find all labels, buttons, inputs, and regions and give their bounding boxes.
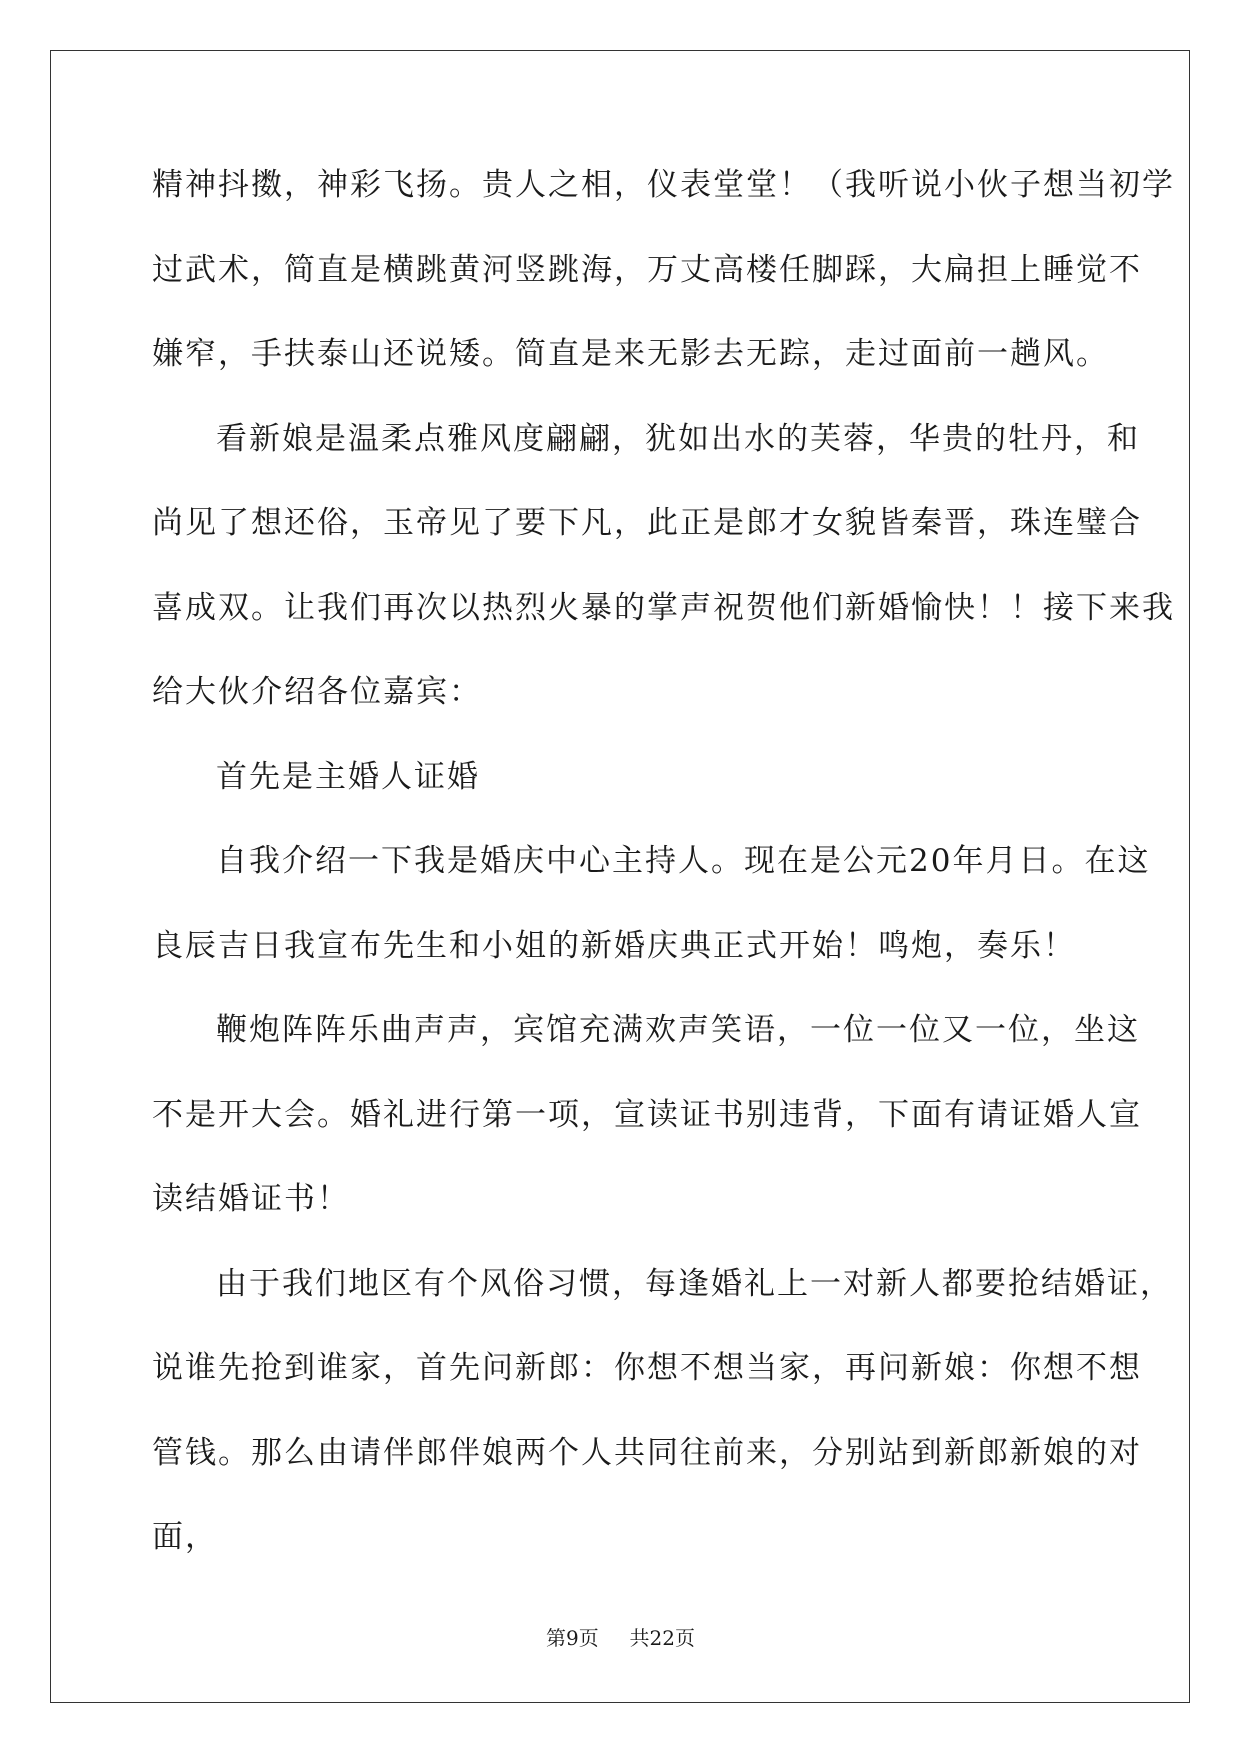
text-line: 面， <box>152 1519 218 1555</box>
text-line: 首先是主婚人证婚 <box>216 758 480 795</box>
page-footer <box>0 1622 1241 1651</box>
text-line: 嫌窄，手扶泰山还说矮。简直是来无影去无踪，走过面前一趟风。 <box>152 336 1109 372</box>
page-number: 第9页 <box>546 1626 599 1650</box>
page-total: 共22页 <box>629 1626 695 1650</box>
text-line: 管钱。那么由请伴郎伴娘两个人共同往前来，分别站到新郎新娘的对 <box>152 1434 1142 1471</box>
text-line: 由于我们地区有个风俗习惯，每逢婚礼上一对新人都要抢结婚证， <box>216 1265 1173 1302</box>
text-line: 过武术，简直是横跳黄河竖跳海，万丈高楼任脚踩，大扁担上睡觉不 <box>152 251 1142 288</box>
text-line: 精神抖擞，神彩飞扬。贵人之相，仪表堂堂！（我听说小伙子想当初学 <box>152 167 1175 203</box>
text-line: 良辰吉日我宣布先生和小姐的新婚庆典正式开始！鸣炮，奏乐！ <box>152 927 1076 964</box>
text-line: 给大伙介绍各位嘉宾： <box>152 674 482 710</box>
text-line: 说谁先抢到谁家，首先问新郎：你想不想当家，再问新娘：你想不想 <box>152 1350 1142 1386</box>
text-line: 鞭炮阵阵乐曲声声，宾馆充满欢声笑语，一位一位又一位，坐这 <box>216 1012 1140 1048</box>
text-line: 不是开大会。婚礼进行第一项，宣读证书别违背，下面有请证婚人宣 <box>152 1096 1142 1133</box>
text-line: 自我介绍一下我是婚庆中心主持人。现在是公元20年月日。在这 <box>216 843 1151 879</box>
text-line: 喜成双。让我们再次以热烈火暴的掌声祝贺他们新婚愉快！！接下来我 <box>152 589 1175 626</box>
text-line: 尚见了想还俗，玉帝见了要下凡，此正是郎才女貌皆秦晋，珠连璧合 <box>152 505 1142 541</box>
document-body <box>152 160 1175 1597</box>
text-line: 读结婚证书！ <box>152 1181 350 1217</box>
text-line: 看新娘是温柔点雅风度翩翩，犹如出水的芙蓉，华贵的牡丹，和 <box>216 420 1140 457</box>
